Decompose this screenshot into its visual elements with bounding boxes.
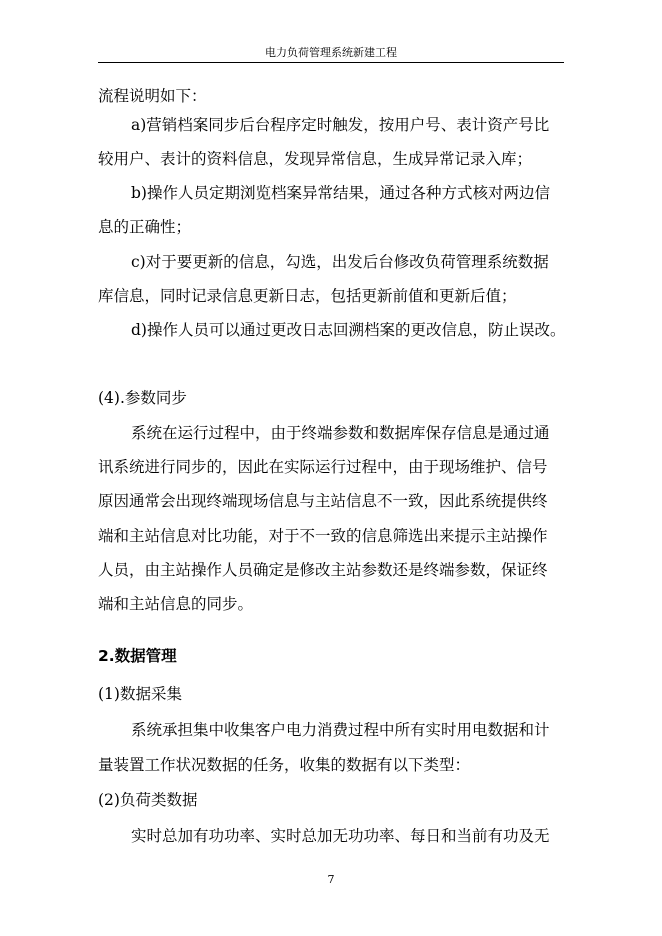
subsection-heading: (1)数据采集 (98, 685, 182, 703)
subsection-heading: (2)负荷类数据 (98, 791, 198, 809)
paragraph-line: 端和主站信息对比功能，对于不一致的信息筛选出来提示主站操作 (98, 527, 548, 545)
paragraph-line: 流程说明如下： (98, 87, 207, 105)
paragraph-line: 系统承担集中收集客户电力消费过程中所有实时用电数据和计 (131, 721, 550, 739)
section-heading: (4).参数同步 (98, 389, 187, 407)
section-title: 2.数据管理 (98, 647, 177, 665)
paragraph-line: 量装置工作状况数据的任务，收集的数据有以下类型： (98, 756, 471, 774)
paragraph-line: 系统在运行过程中，由于终端参数和数据库保存信息是通过通 (131, 424, 550, 442)
header-rule (98, 62, 564, 63)
running-header: 电力负荷管理系统新建工程 (265, 46, 397, 59)
paragraph-line: 实时总加有功功率、实时总加无功功率、每日和当前有功及无 (131, 827, 550, 845)
paragraph-line: 端和主站信息的同步。 (98, 595, 254, 613)
page-number: 7 (327, 873, 335, 886)
paragraph-line: a)营销档案同步后台程序定时触发，按用户号、表计资产号比 (131, 116, 550, 134)
paragraph-line: 较用户、表计的资料信息，发现异常信息，生成异常记录入库； (98, 150, 533, 168)
paragraph-line: 人员，由主站操作人员确定是修改主站参数还是终端参数，保证终 (98, 561, 548, 579)
paragraph-line: 原因通常会出现终端现场信息与主站信息不一致，因此系统提供终 (98, 492, 548, 510)
paragraph-line: 库信息，同时记录信息更新日志，包括更新前值和更新后值； (98, 287, 517, 305)
paragraph-line: c)对于要更新的信息，勾选，出发后台修改负荷管理系统数据 (131, 253, 549, 271)
paragraph-line: 讯系统进行同步的，因此在实际运行过程中，由于现场维护、信号 (98, 458, 548, 476)
paragraph-line: b)操作人员定期浏览档案异常结果，通过各种方式核对两边信 (131, 184, 550, 202)
paragraph-line: 息的正确性； (98, 218, 192, 236)
paragraph-line: d)操作人员可以通过更改日志回溯档案的更改信息，防止误改。 (131, 321, 566, 339)
